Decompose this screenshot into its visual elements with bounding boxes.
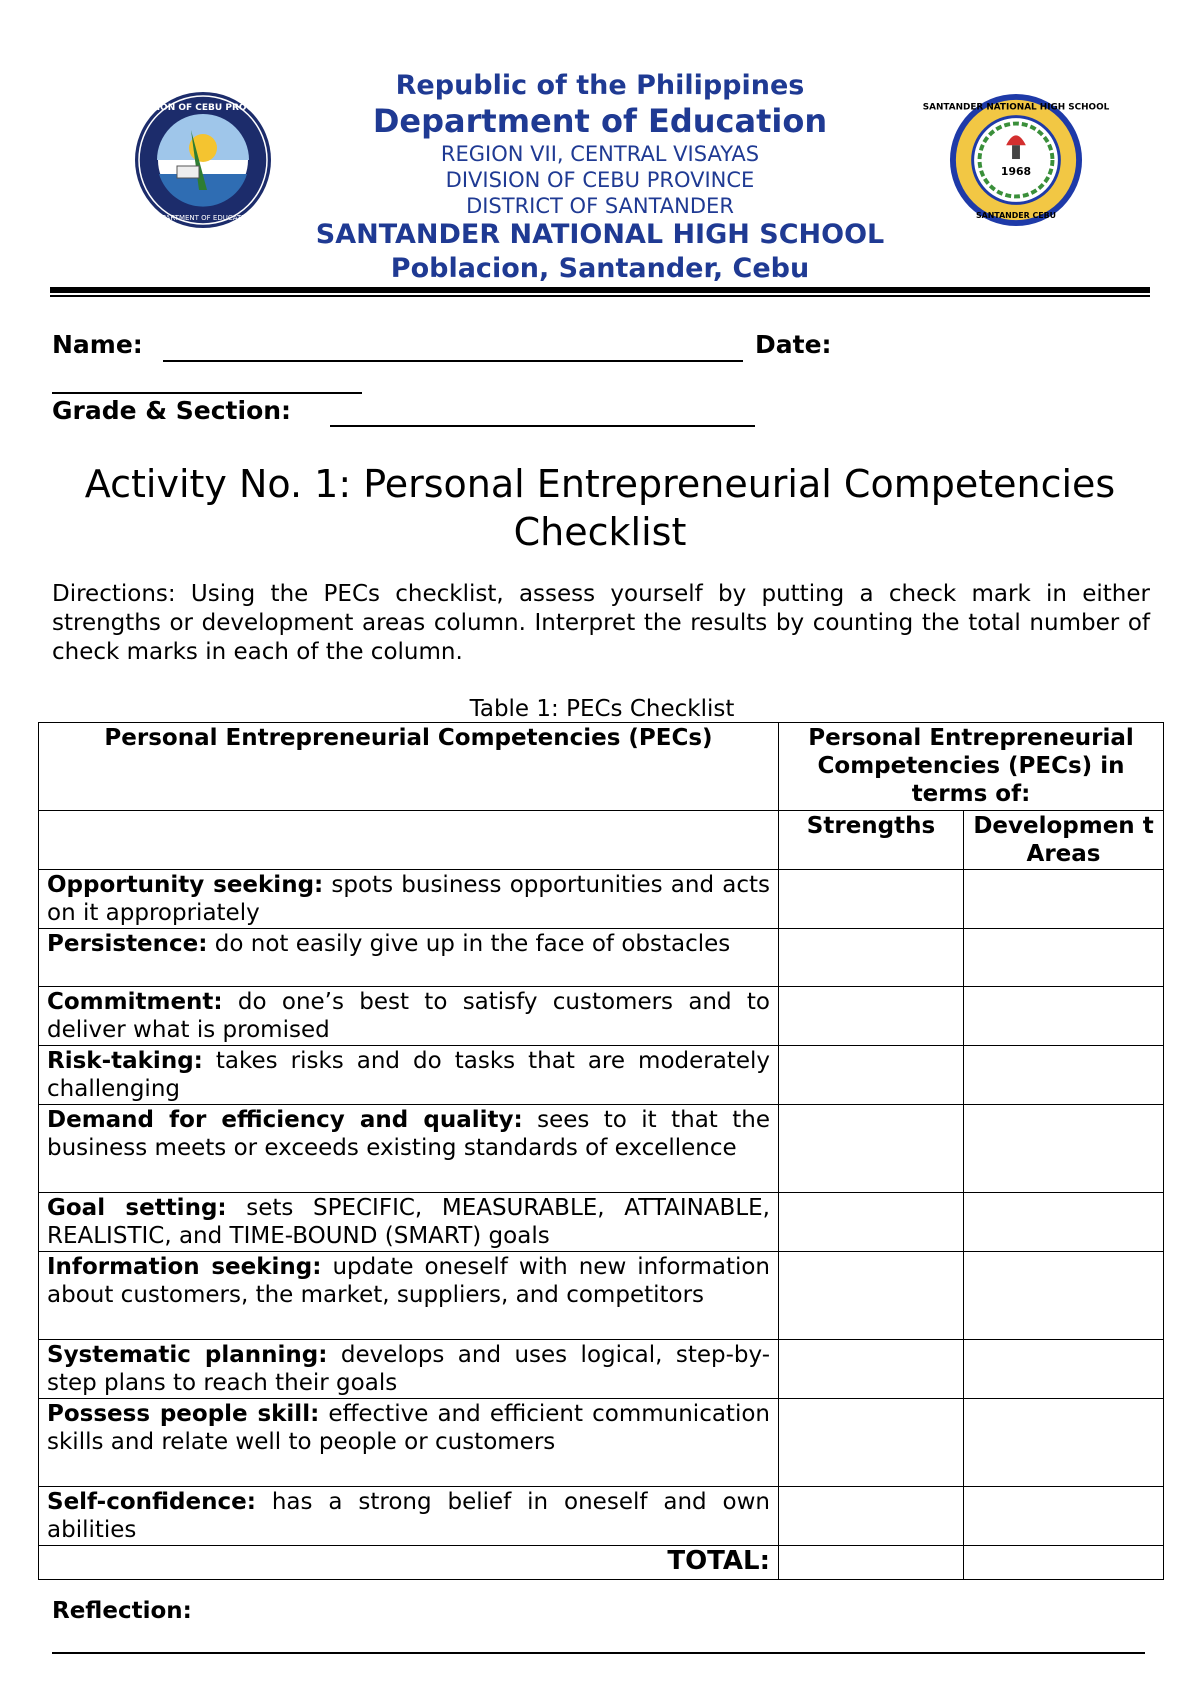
competency-term: Commitment: bbox=[47, 989, 223, 1015]
strengths-check-cell[interactable] bbox=[779, 987, 964, 1046]
name-field[interactable] bbox=[163, 360, 743, 362]
document-header bbox=[0, 0, 1200, 300]
competency-description: takes risks and do tasks that are moderately challenging bbox=[47, 1048, 770, 1102]
table-row bbox=[39, 1487, 1164, 1546]
header-rule-thin bbox=[50, 295, 1150, 297]
directions-text: Directions: Using the PECs checklist, assess yourself by putting a check mark in either strengths or development areas column. Interpret the results by counting the total number of check marks in each of the column. bbox=[52, 581, 1150, 665]
strengths-check-cell[interactable] bbox=[779, 1340, 964, 1399]
school-seal-logo bbox=[922, 92, 1110, 228]
table-subheader-row bbox=[39, 811, 1164, 870]
competency-cell bbox=[39, 1105, 779, 1193]
competency-description: sets SPECIFIC, MEASURABLE, ATTAINABLE, REALISTIC, and TIME-BOUND (SMART) goals bbox=[47, 1195, 770, 1249]
strengths-check-cell[interactable] bbox=[779, 929, 964, 987]
terms-column-header: Personal Entrepreneurial Competencies (PECs) in terms of: bbox=[779, 723, 1164, 811]
activity-title: Activity No. 1: Personal Entrepreneurial Competencies Checklist bbox=[84, 462, 1116, 554]
competency-description: develops and uses logical, step-by-step plans to reach their goals bbox=[47, 1342, 770, 1396]
competency-description: effective and efficient communication skills and relate well to people or customers bbox=[47, 1401, 770, 1455]
competency-description: spots business opportunities and acts on it appropriately bbox=[47, 872, 770, 926]
strengths-check-cell[interactable] bbox=[779, 1399, 964, 1487]
competency-term: Goal setting: bbox=[47, 1195, 227, 1221]
competency-description: update oneself with new information about customers, the market, suppliers, and competitors bbox=[47, 1254, 771, 1308]
strengths-check-cell[interactable] bbox=[779, 1252, 964, 1340]
strengths-check-cell[interactable] bbox=[779, 1487, 964, 1546]
reflection-field[interactable] bbox=[52, 1652, 1145, 1654]
school-name: SANTANDER NATIONAL HIGH SCHOOL bbox=[315, 219, 885, 250]
pecs-checklist-table bbox=[38, 722, 1164, 1580]
development-check-cell[interactable] bbox=[964, 1252, 1164, 1340]
svg-text:SANTANDER NATIONAL HIGH SCHOOL: SANTANDER NATIONAL HIGH SCHOOL bbox=[922, 102, 1110, 113]
competency-term: Possess people skill: bbox=[47, 1401, 320, 1427]
grade-section-field[interactable] bbox=[330, 425, 755, 427]
strengths-column-header: Strengths bbox=[779, 811, 964, 870]
competency-description: has a strong belief in oneself and own abilities bbox=[47, 1489, 770, 1543]
empty-header-cell bbox=[39, 811, 779, 870]
department-line: Department of Education bbox=[372, 102, 828, 140]
region-line: REGION VII, CENTRAL VISAYAS bbox=[440, 142, 760, 166]
development-check-cell[interactable] bbox=[964, 1399, 1164, 1487]
development-check-cell[interactable] bbox=[964, 1046, 1164, 1105]
table-row bbox=[39, 1252, 1164, 1340]
competency-description: do one’s best to satisfy customers and to deliver what is promised bbox=[47, 989, 770, 1043]
competency-description: sees to it that the business meets or exceeds existing standards of excellence bbox=[47, 1107, 770, 1161]
table-row bbox=[39, 1193, 1164, 1252]
reflection-label: Reflection: bbox=[52, 1598, 192, 1624]
competency-cell bbox=[39, 1046, 779, 1105]
competency-term: Demand for efficiency and quality: bbox=[47, 1107, 523, 1133]
competency-term: Self-confidence: bbox=[47, 1489, 256, 1515]
competency-term: Persistence: bbox=[47, 931, 208, 957]
competency-cell bbox=[39, 987, 779, 1046]
table-caption: Table 1: PECs Checklist bbox=[469, 696, 735, 722]
development-check-cell[interactable] bbox=[964, 987, 1164, 1046]
total-row bbox=[39, 1546, 1164, 1580]
development-check-cell[interactable] bbox=[964, 1193, 1164, 1252]
competency-cell bbox=[39, 1487, 779, 1546]
strengths-check-cell[interactable] bbox=[779, 1193, 964, 1252]
development-check-cell[interactable] bbox=[964, 1105, 1164, 1193]
strengths-check-cell[interactable] bbox=[779, 1105, 964, 1193]
table-row bbox=[39, 1399, 1164, 1487]
date-field[interactable] bbox=[52, 392, 362, 394]
svg-text:DEPARTMENT OF EDUCATION: DEPARTMENT OF EDUCATION bbox=[151, 214, 255, 222]
competency-term: Risk-taking: bbox=[47, 1048, 203, 1074]
table-row bbox=[39, 1105, 1164, 1193]
svg-text:SANTANDER CEBU: SANTANDER CEBU bbox=[975, 211, 1057, 221]
competency-cell bbox=[39, 870, 779, 929]
strengths-total-cell[interactable] bbox=[779, 1546, 964, 1580]
date-label: Date: bbox=[755, 330, 832, 359]
competency-term: Systematic planning: bbox=[47, 1342, 328, 1368]
table-row bbox=[39, 987, 1164, 1046]
republic-line: Republic of the Philippines bbox=[395, 70, 805, 101]
table-row bbox=[39, 929, 1164, 987]
svg-text:1968: 1968 bbox=[1000, 164, 1032, 178]
grade-section-label: Grade & Section: bbox=[52, 396, 292, 425]
header-rule-thick bbox=[50, 287, 1150, 293]
development-areas-column-header: Developmen t Areas bbox=[964, 811, 1164, 870]
total-label: TOTAL: bbox=[39, 1546, 779, 1580]
development-check-cell[interactable] bbox=[964, 870, 1164, 929]
competency-cell bbox=[39, 1193, 779, 1252]
svg-text:DIVISION OF CEBU PROVINCE: DIVISION OF CEBU PROVINCE bbox=[129, 103, 277, 113]
pecs-rows bbox=[39, 870, 1164, 1546]
competency-cell bbox=[39, 1399, 779, 1487]
development-total-cell[interactable] bbox=[964, 1546, 1164, 1580]
district-line: DISTRICT OF SANTANDER bbox=[466, 194, 734, 218]
competency-term: Opportunity seeking: bbox=[47, 872, 324, 898]
pecs-column-header: Personal Entrepreneurial Competencies (PECs) bbox=[39, 723, 779, 811]
competency-term: Information seeking: bbox=[47, 1254, 322, 1280]
strengths-check-cell[interactable] bbox=[779, 1046, 964, 1105]
school-address: Poblacion, Santander, Cebu bbox=[390, 253, 810, 284]
competency-cell bbox=[39, 1340, 779, 1399]
competency-cell bbox=[39, 929, 779, 987]
strengths-check-cell[interactable] bbox=[779, 870, 964, 929]
development-check-cell[interactable] bbox=[964, 929, 1164, 987]
table-row bbox=[39, 870, 1164, 929]
competency-cell bbox=[39, 1252, 779, 1340]
development-check-cell[interactable] bbox=[964, 1487, 1164, 1546]
development-check-cell[interactable] bbox=[964, 1340, 1164, 1399]
competency-description: do not easily give up in the face of obstacles bbox=[207, 931, 731, 957]
table-header-row bbox=[39, 723, 1164, 811]
name-label: Name: bbox=[52, 330, 143, 359]
division-line: DIVISION OF CEBU PROVINCE bbox=[445, 168, 755, 192]
table-row bbox=[39, 1046, 1164, 1105]
table-row bbox=[39, 1340, 1164, 1399]
